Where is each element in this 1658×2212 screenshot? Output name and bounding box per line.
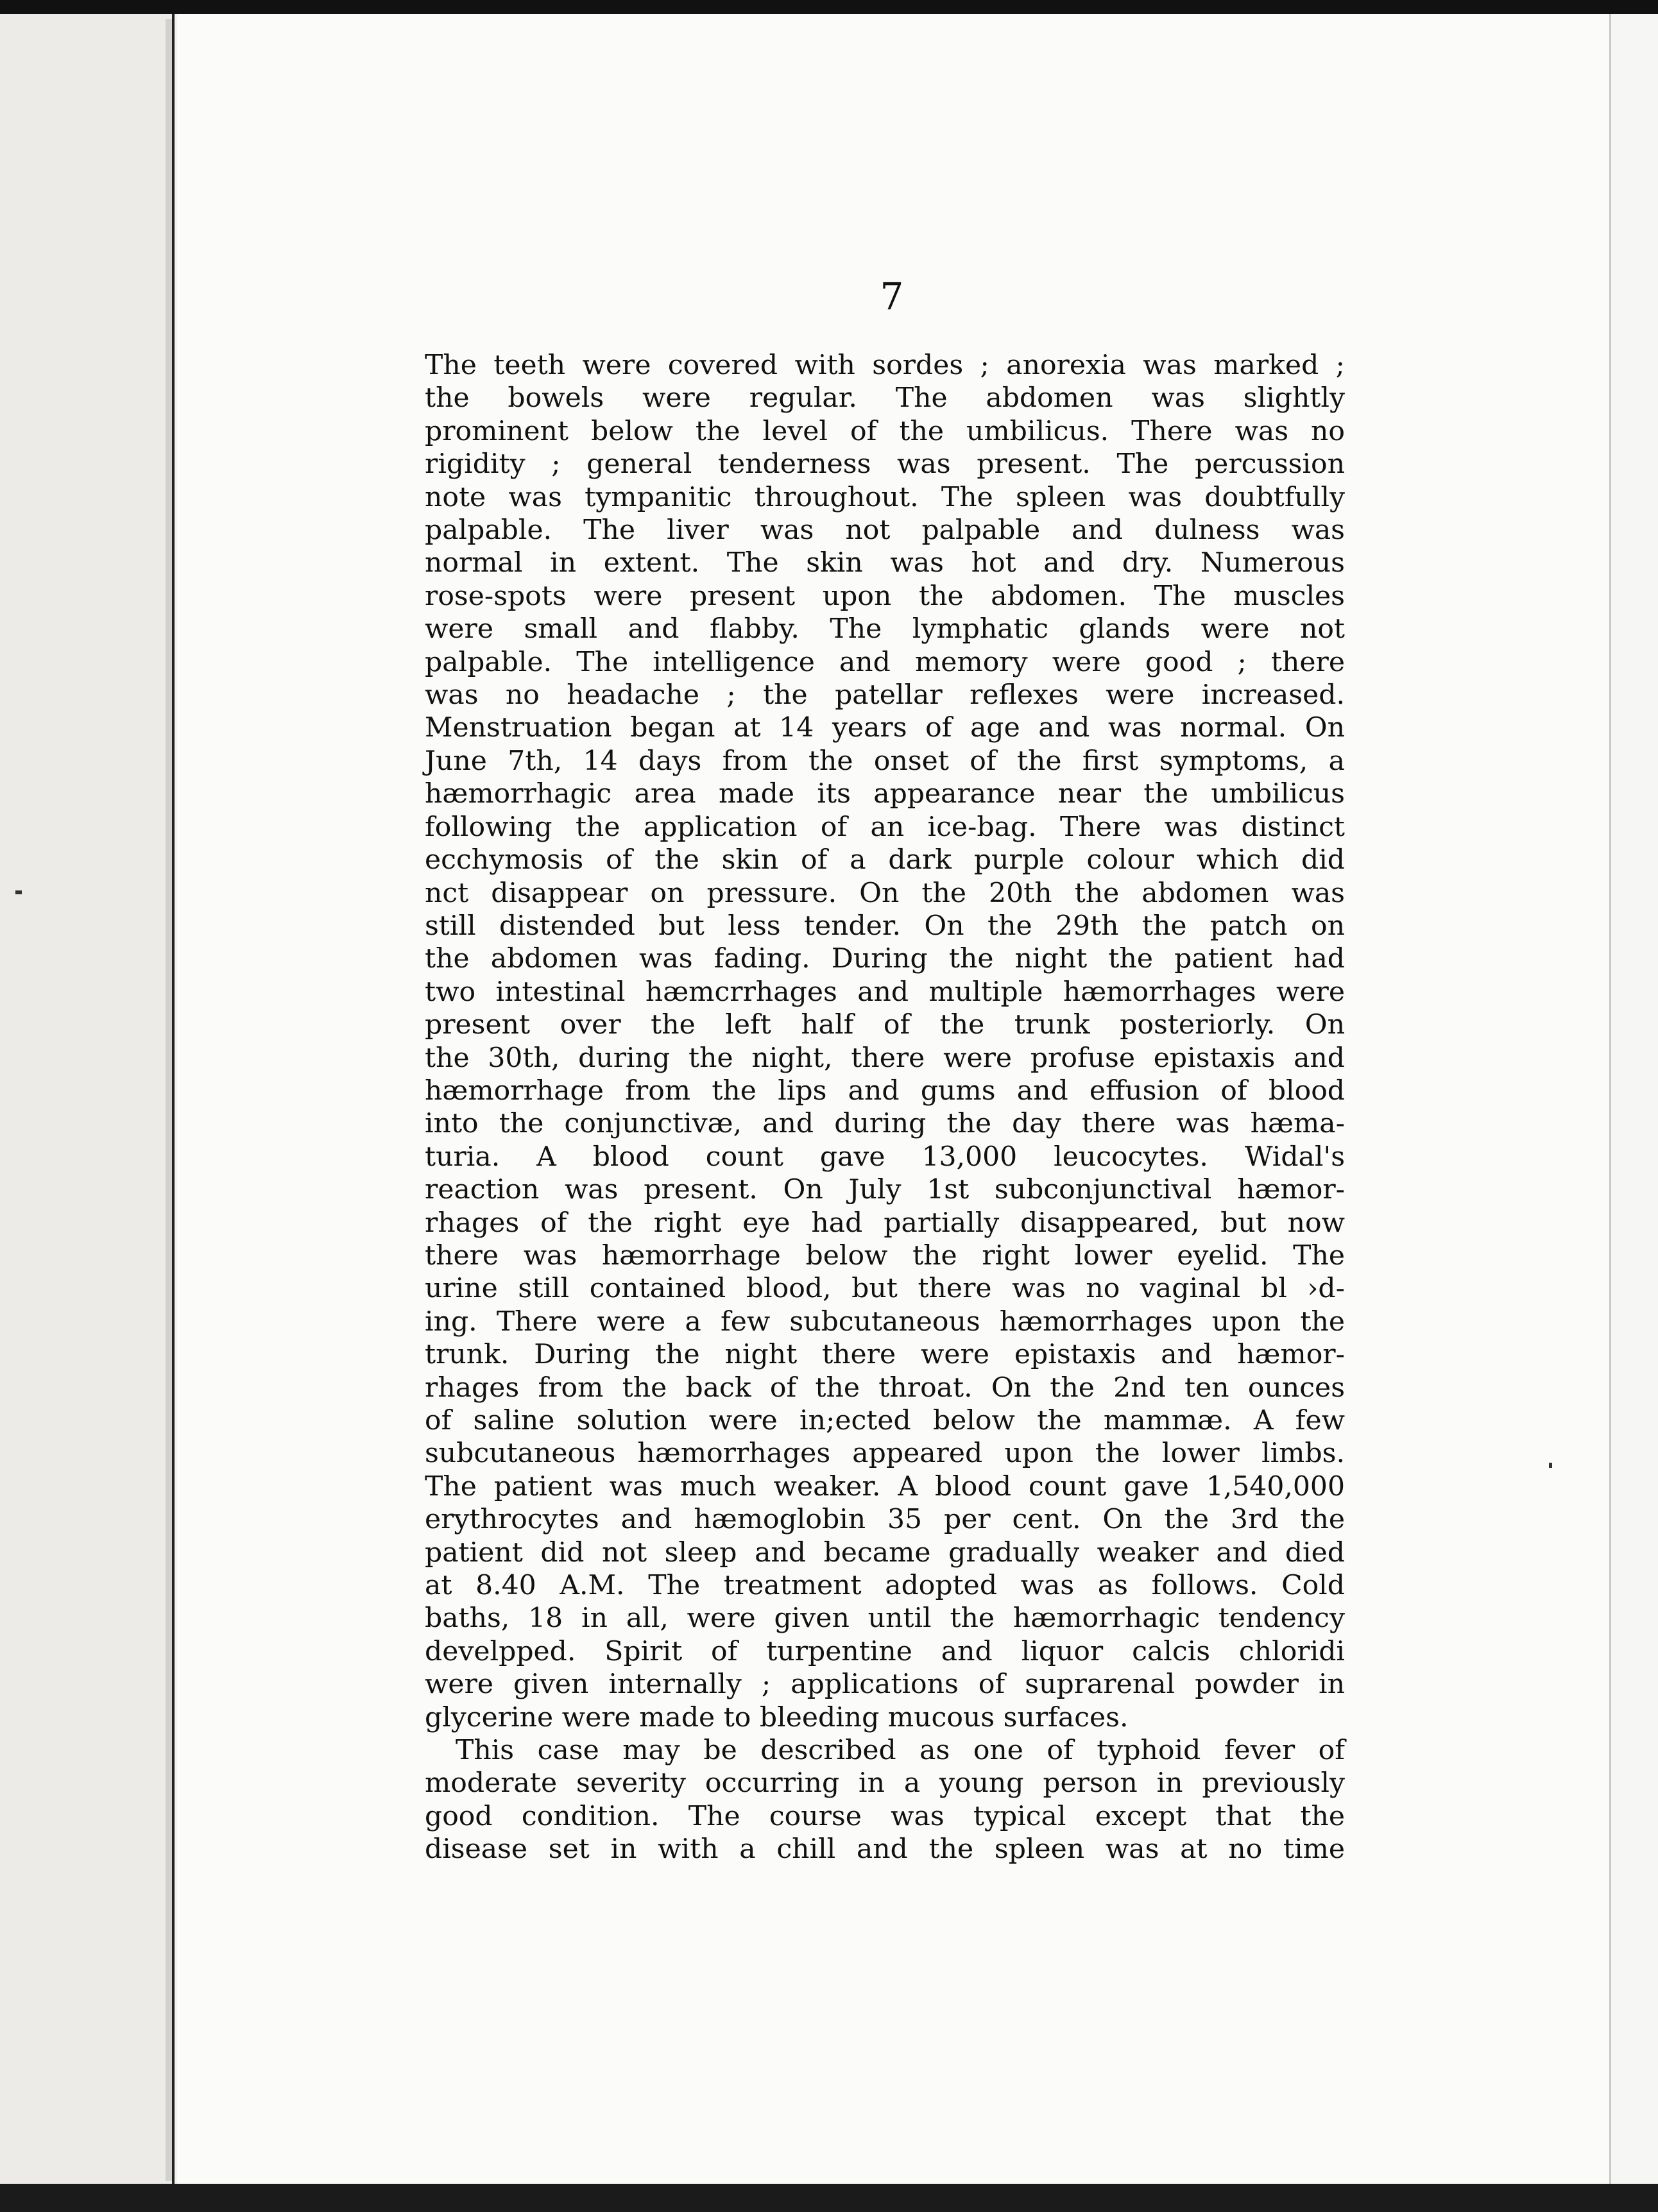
text-line: the abdomen was fading. During the night the patient had <box>425 943 1345 975</box>
text-line: develpped. Spirit of turpentine and liquor calcis chloridi <box>425 1635 1345 1667</box>
text-line: baths, 18 in all, were given until the hæmorrhagic tendency <box>425 1603 1345 1635</box>
text-line: glycerine were made to bleeding mucous surfaces. <box>425 1701 1129 1733</box>
text-line: following the application of an ice-bag. There was distinct <box>425 811 1345 843</box>
text-line: ecchymosis of the skin of a dark purple colour which did <box>425 844 1345 876</box>
text-line: the bowels were regular. The abdomen was slightly <box>425 382 1345 414</box>
text-line: June 7th, 14 days from the onset of the first symptoms, a <box>425 745 1345 777</box>
scan-speck <box>1549 1463 1552 1468</box>
text-line: note was tympanitic throughout. The spleen was doubtfully <box>425 481 1345 513</box>
text-line: palpable. The liver was not palpable and dulness was <box>425 515 1345 547</box>
text-line: at 8.40 A.M. The treatment adopted was as follows. Cold <box>425 1570 1345 1602</box>
text-line: Menstruation began at 14 years of age and was normal. On <box>425 712 1345 744</box>
text-line: turia. A blood count gave 13,000 leucocytes. Widal's <box>425 1141 1345 1173</box>
previous-page-edge <box>0 14 175 2184</box>
text-line: erythrocytes and hæmoglobin 35 per cent. On the 3rd the <box>425 1504 1345 1536</box>
text-line: rigidity ; general tenderness was present. The percussion <box>425 448 1345 481</box>
text-line: was no headache ; the patellar reflexes were increased. <box>425 679 1345 711</box>
text-line: present over the left half of the trunk posteriorly. On <box>425 1009 1345 1041</box>
text-line: prominent below the level of the umbilicus. There was no <box>425 415 1345 447</box>
text-line: of saline solution were in;ected below the mammæ. A few <box>425 1405 1345 1436</box>
text-line: hæmorrhagic area made its appearance near the umbilicus <box>425 778 1345 810</box>
body-text <box>425 349 1345 1866</box>
text-line: were given internally ; applications of suprarenal powder in <box>425 1669 1345 1701</box>
text-line: into the conjunctivæ, and during the day there was hæma- <box>425 1108 1345 1140</box>
text-line: moderate severity occurring in a young person in previously <box>425 1767 1345 1799</box>
scan-top-border <box>0 0 1658 14</box>
text-line: hæmorrhage from the lips and gums and effusion of blood <box>425 1075 1345 1107</box>
scan-bottom-border <box>0 2184 1658 2212</box>
page-edge-shadow <box>166 19 172 2181</box>
text-line: nct disappear on pressure. On the 20th the abdomen was <box>425 877 1345 909</box>
text-line: rose-spots were present upon the abdomen. The muscles <box>425 580 1345 612</box>
text-line: the 30th, during the night, there were profuse epistaxis and <box>425 1042 1345 1074</box>
text-line: were small and flabby. The lymphatic glands were not <box>425 613 1345 645</box>
text-line: trunk. During the night there were epistaxis and hæmor- <box>425 1339 1345 1371</box>
scan-speck <box>15 890 22 894</box>
page-right-margin <box>1609 14 1658 2184</box>
text-line: good condition. The course was typical except that the <box>425 1800 1345 1832</box>
text-line: normal in extent. The skin was hot and dry. Numerous <box>425 547 1345 579</box>
text-line: still distended but less tender. On the 29th the patch on <box>425 910 1345 942</box>
text-line: ing. There were a few subcutaneous hæmorrhages upon the <box>425 1306 1345 1338</box>
text-line: patient did not sleep and became gradually weaker and died <box>425 1536 1345 1569</box>
text-line: subcutaneous hæmorrhages appeared upon the lower limbs. <box>425 1438 1345 1470</box>
text-line: rhages from the back of the throat. On the 2nd ten ounces <box>425 1372 1345 1404</box>
text-line: rhages of the right eye had partially disappeared, but now <box>425 1207 1345 1239</box>
text-line: urine still contained blood, but there was no vaginal bl ›d- <box>425 1273 1345 1305</box>
text-line: reaction was present. On July 1st subconjunctival hæmor- <box>425 1174 1345 1206</box>
text-line: disease set in with a chill and the spleen was at no time <box>425 1833 1345 1866</box>
text-line: The patient was much weaker. A blood count gave 1,540,000 <box>425 1470 1345 1502</box>
text-line: palpable. The intelligence and memory were good ; there <box>425 646 1345 678</box>
text-line: there was hæmorrhage below the right lower eyelid. The <box>425 1239 1345 1272</box>
text-line: This case may be described as one of typhoid fever of <box>456 1735 1345 1767</box>
text-line: two intestinal hæmcrrhages and multiple hæmorrhages were <box>425 976 1345 1008</box>
text-line: The teeth were covered with sordes ; anorexia was marked ; <box>425 350 1345 381</box>
page-number: 7 <box>880 275 904 318</box>
